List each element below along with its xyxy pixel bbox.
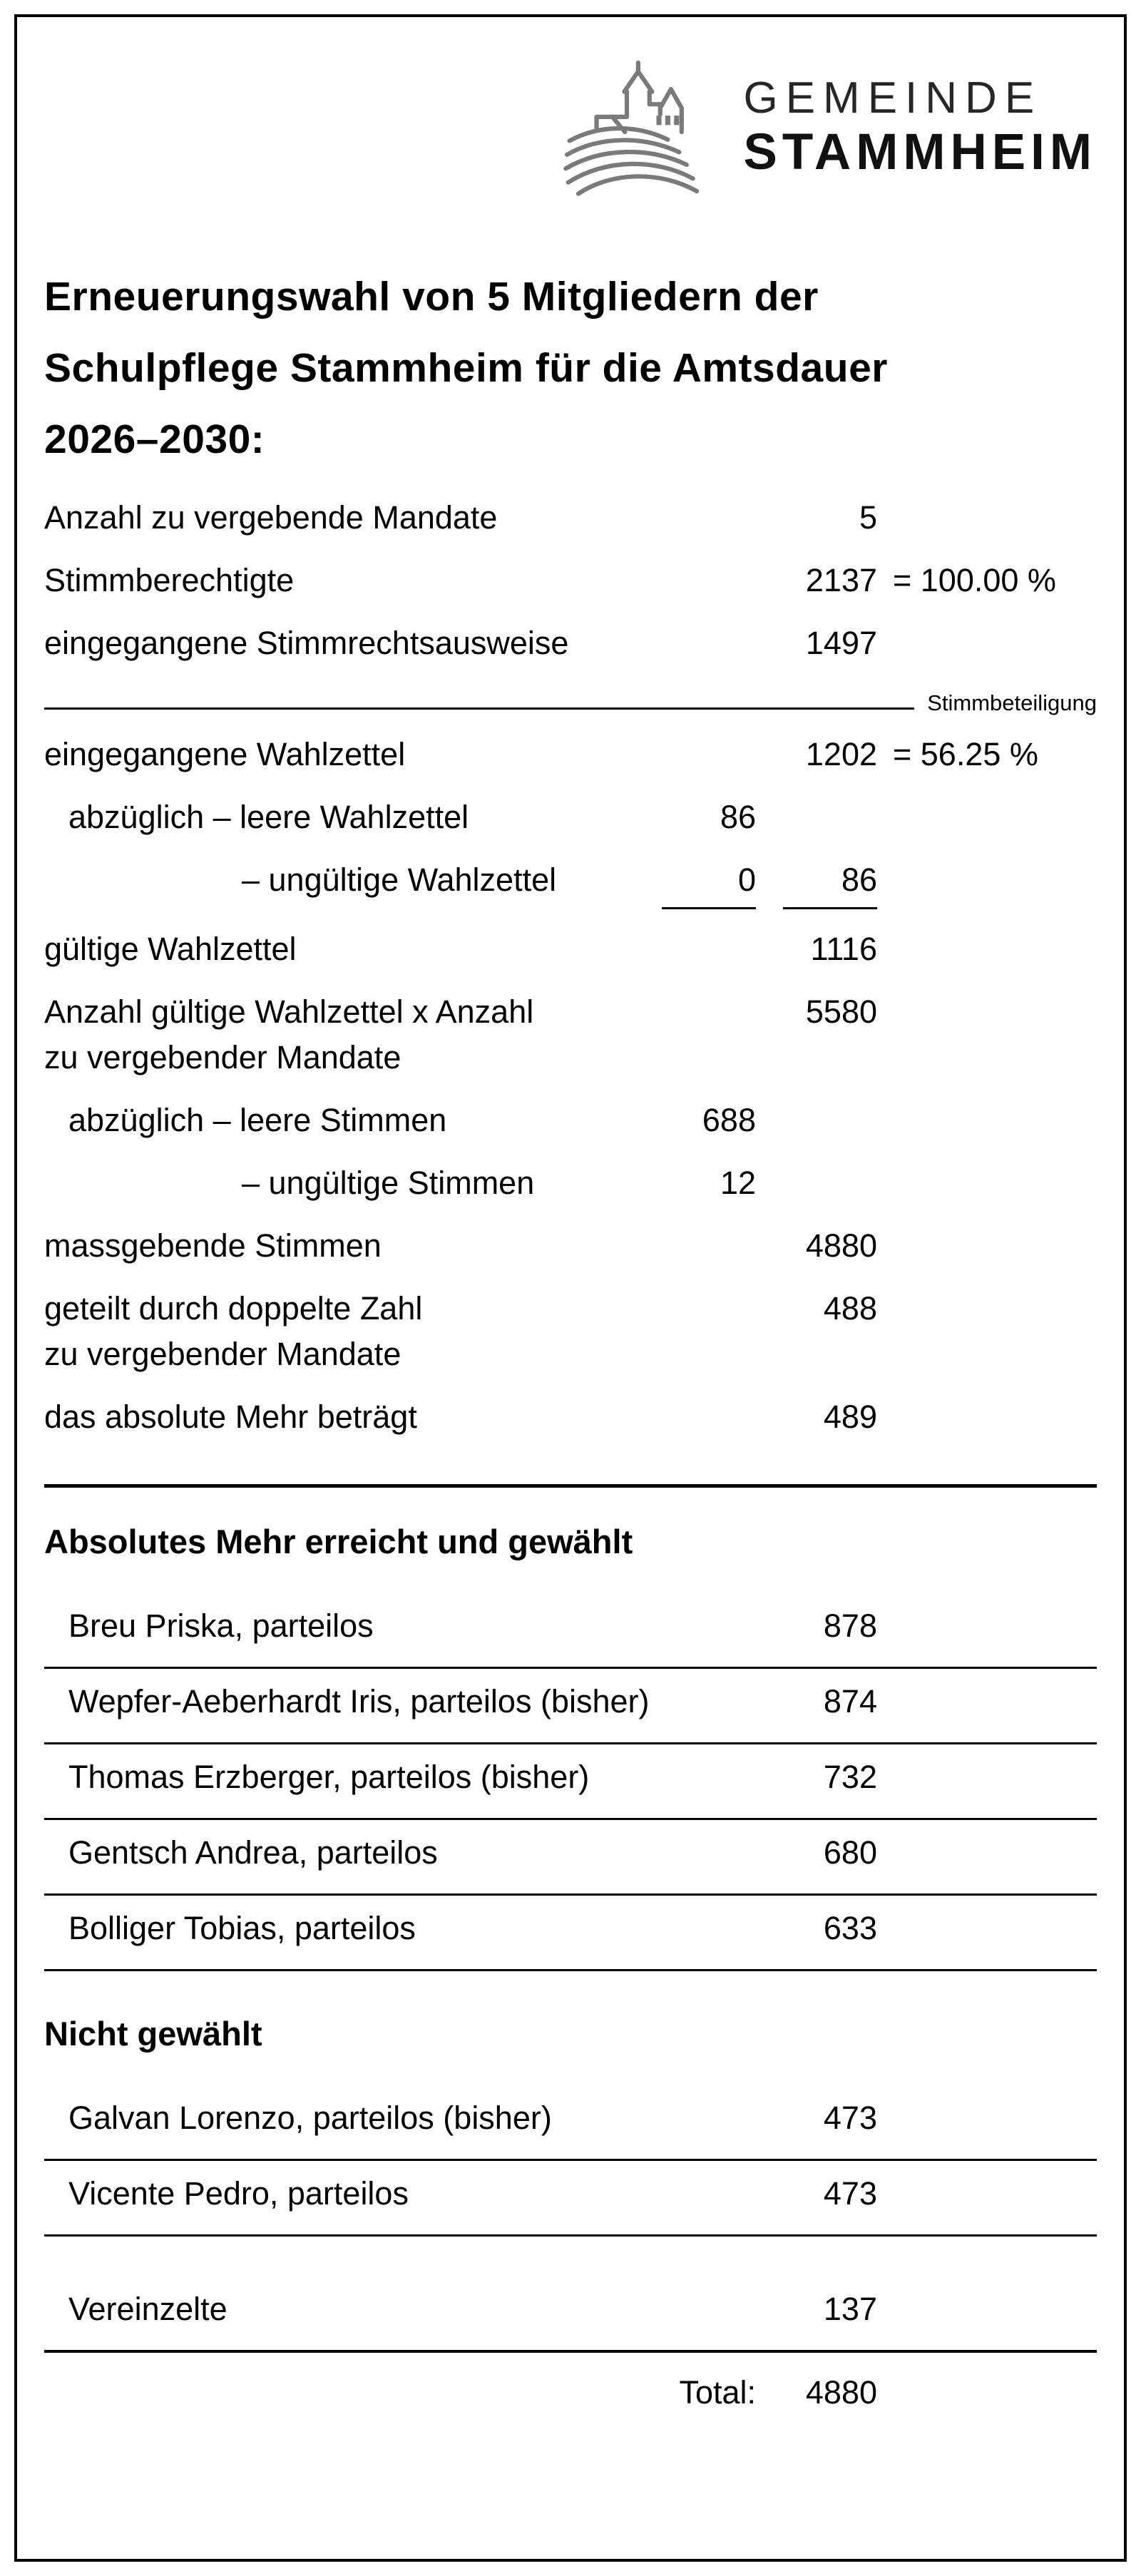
candidate-name: Vicente Pedro, parteilos (68, 2175, 409, 2212)
total-votes: 4880 (805, 2374, 877, 2411)
candidate-row (44, 1820, 1097, 1896)
candidate-name: Gentsch Andrea, parteilos (68, 1834, 438, 1871)
turnout-divider-line (44, 707, 914, 710)
summary-row-eligible-voters: Stimmberechtigte 2137 = 100.00 % (44, 562, 1056, 598)
summary-row-voting-cards: eingegangene Stimmrechtsausweise 1497 (44, 625, 877, 661)
candidate-votes: 874 (823, 1683, 877, 1719)
candidate-name: Galvan Lorenzo, parteilos (bisher) (68, 2100, 552, 2136)
municipality-logo (44, 56, 1097, 198)
summary-row-valid-times-mandates: Anzahl gültige Wahlzettel x Anzahl zu vergebender Mandate 5580 (44, 993, 877, 1075)
summary-row-valid-ballots: gültige Wahlzettel 1116 (44, 931, 877, 967)
title-line-2: Schulpflege Stammheim für die Amtsdauer (44, 345, 888, 391)
candidate-votes: 680 (823, 1834, 877, 1871)
candidate-name: Breu Priska, parteilos (68, 1608, 374, 1644)
summary-row-ballots-received: eingegangene Wahlzettel 1202 = 56.25 % (44, 736, 1038, 772)
ballot-summary-table (44, 495, 1097, 1440)
scattered-votes-row (44, 2276, 1097, 2353)
logo-word-stammheim: STAMMHEIM (743, 124, 1097, 180)
candidate-row (44, 1744, 1097, 1820)
stammheim-village-icon (562, 56, 713, 198)
elected-section-heading: Absolutes Mehr erreicht und gewählt (44, 1523, 633, 1560)
subtotal-underline: 0 (662, 857, 756, 909)
title-line-1: Erneuerungswahl von 5 Mitgliedern der (44, 274, 819, 320)
candidate-row (44, 1669, 1097, 1744)
results-divider-line (44, 1484, 1097, 1488)
candidate-votes: 633 (823, 1910, 877, 1946)
total-label: Total: (679, 2374, 756, 2411)
candidate-votes: 732 (823, 1759, 877, 1795)
summary-row-divided-by-double: geteilt durch doppelte Zahl zu vergebender Mandate 488 (44, 1290, 877, 1372)
candidate-votes: 473 (823, 2100, 877, 2136)
summary-row-invalid-ballots: – ungültige Wahlzettel 0 86 (44, 857, 1097, 909)
document-title (44, 261, 1097, 475)
scattered-votes-count: 137 (823, 2291, 877, 2327)
candidate-votes: 473 (823, 2175, 877, 2212)
municipality-name (743, 73, 1097, 181)
subtotal-underline: 86 (783, 857, 877, 909)
logo-word-gemeinde: GEMEINDE (743, 73, 1043, 123)
summary-row-absolute-majority: das absolute Mehr beträgt 489 (44, 1399, 877, 1435)
candidate-row (44, 2085, 1097, 2161)
candidate-row (44, 1896, 1097, 1971)
summary-row-mandates: Anzahl zu vergebende Mandate 5 (44, 499, 877, 536)
candidate-votes: 878 (823, 1608, 877, 1644)
summary-row-empty-ballots: abzüglich – leere Wahlzettel 86 (68, 799, 756, 835)
scattered-votes-label: Vereinzelte (68, 2291, 227, 2327)
total-row (44, 2353, 1097, 2416)
turnout-divider (44, 689, 1097, 717)
document-page (14, 14, 1127, 2562)
candidate-name: Thomas Erzberger, parteilos (bisher) (68, 1759, 590, 1795)
candidate-name: Bolliger Tobias, parteilos (68, 1910, 416, 1946)
candidate-row (44, 1593, 1097, 1669)
candidate-name: Wepfer-Aeberhardt Iris, parteilos (bisher) (68, 1683, 650, 1719)
summary-row-decisive-votes: massgebende Stimmen 4880 (44, 1227, 877, 1264)
turnout-label: Stimmbeteiligung (927, 690, 1097, 715)
title-line-3: 2026–2030: (44, 416, 265, 462)
not-elected-section-heading: Nicht gewählt (44, 2015, 262, 2053)
house-windows-icon (657, 116, 680, 125)
summary-row-invalid-votes: – ungültige Stimmen 12 (242, 1165, 756, 1201)
candidate-row (44, 2161, 1097, 2237)
summary-row-empty-votes: abzüglich – leere Stimmen 688 (68, 1102, 756, 1138)
